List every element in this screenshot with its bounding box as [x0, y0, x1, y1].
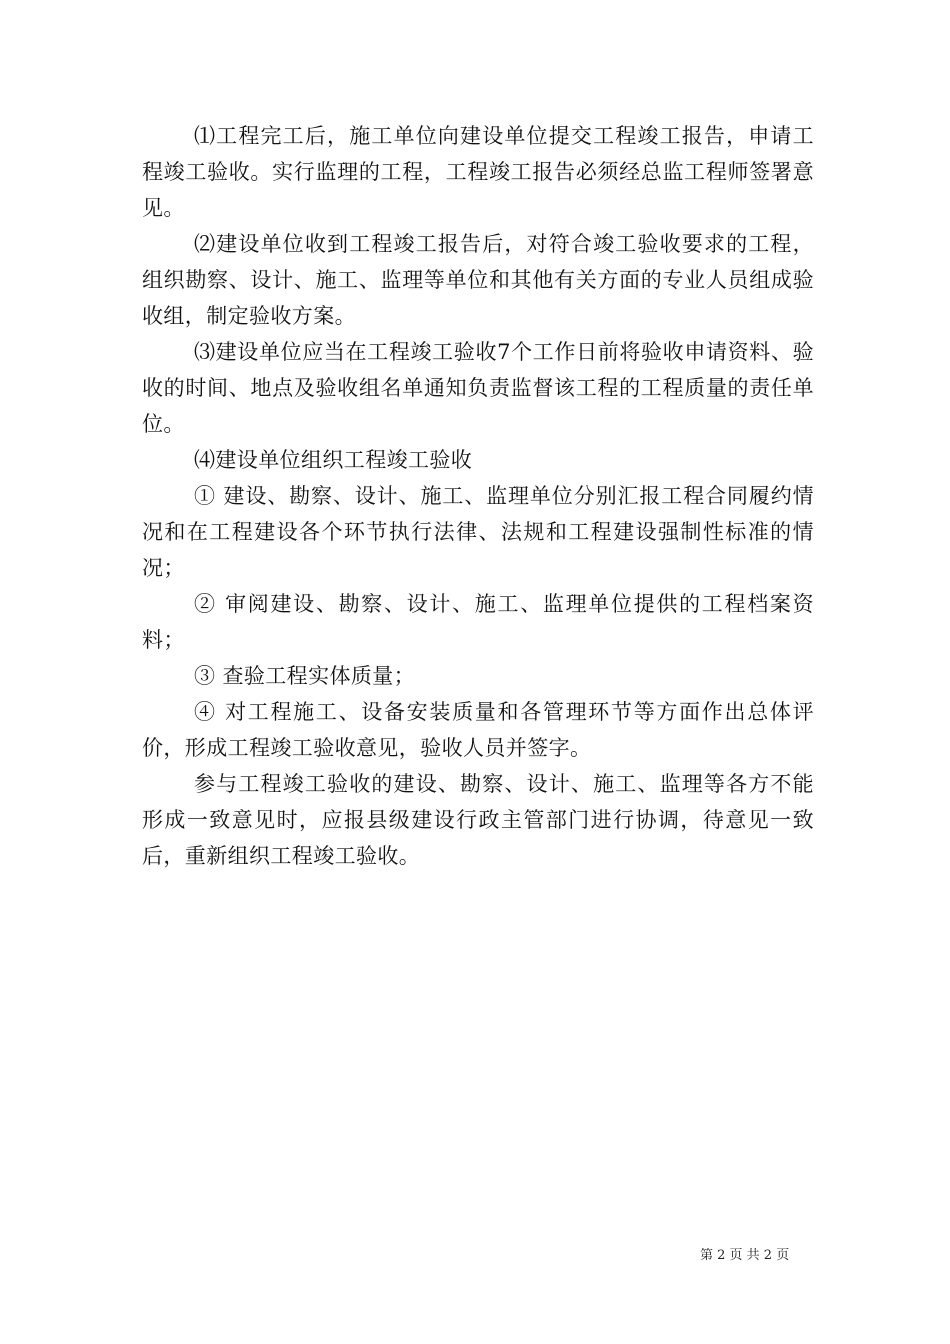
- paragraph-organize-acceptance: ⑷建设单位组织工程竣工验收: [194, 448, 473, 472]
- paragraph-completion-report: ⑴工程完工后，施工单位向建设单位提交工程竣工报告，申请工程竣工验收。实行监理的工程，工程竣工报告必须经总监工程师签署意见。: [142, 124, 814, 220]
- list-item-report-contracts: ① 建设、勘察、设计、施工、监理单位分别汇报工程合同履约情况和在工程建设各个环节执行法律、法规和工程建设强制性标准的情况；: [142, 484, 814, 580]
- list-item-review-archives: ② 审阅建设、勘察、设计、施工、监理单位提供的工程档案资料；: [142, 592, 814, 652]
- list-item-overall-evaluation: ④ 对工程施工、设备安装质量和各管理环节等方面作出总体评价，形成工程竣工验收意见，验收人员并签字。: [142, 700, 814, 760]
- paragraph-acceptance-group: ⑵建设单位收到工程竣工报告后，对符合竣工验收要求的工程，组织勘察、设计、施工、监理等单位和其他有关方面的专业人员组成验收组，制定验收方案。: [142, 232, 814, 328]
- paragraph-dispute-resolution: 参与工程竣工验收的建设、勘察、设计、施工、监理等各方不能形成一致意见时，应报县级建设行政主管部门进行协调，待意见一致后，重新组织工程竣工验收。: [142, 772, 814, 868]
- page-number-footer: 第 2 页 共 2 页: [700, 1248, 790, 1263]
- list-item-inspect-quality: ③ 查验工程实体质量；: [194, 664, 416, 688]
- paragraph-notification: ⑶建设单位应当在工程竣工验收7个工作日前将验收申请资料、验收的时间、地点及验收组名单通知负责监督该工程的工程质量的责任单位。: [142, 340, 814, 436]
- document-body: [142, 118, 814, 874]
